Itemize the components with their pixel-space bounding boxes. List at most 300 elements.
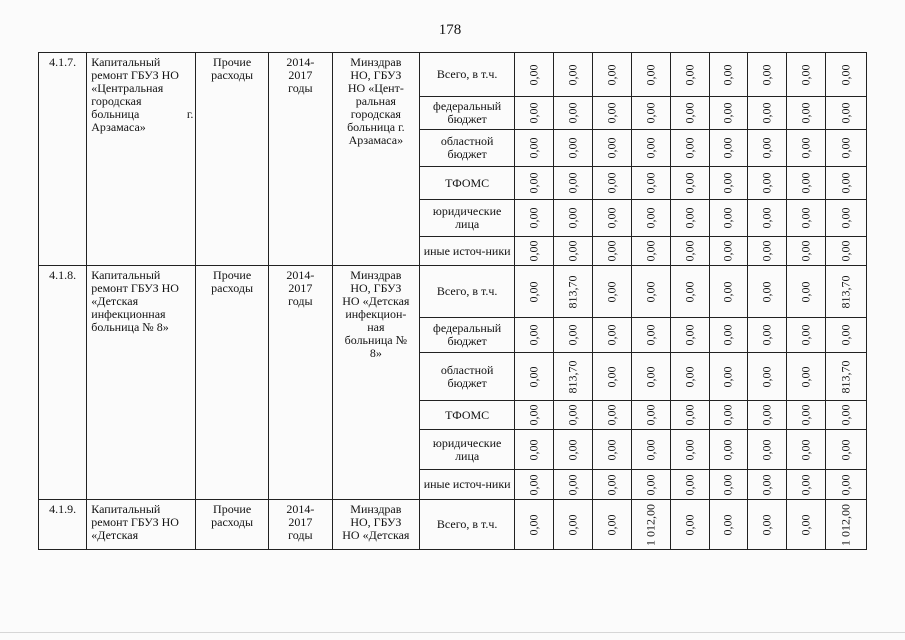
value-cell — [748, 53, 787, 97]
value-cell — [515, 470, 554, 500]
value-cell — [826, 237, 867, 266]
value-cell — [554, 167, 593, 200]
table-row — [39, 500, 867, 550]
value-cell — [515, 200, 554, 237]
value-text: 0,00 — [759, 102, 774, 124]
entry-name — [87, 53, 196, 266]
value-text: 813,70 — [838, 360, 853, 393]
value-text: 0,00 — [759, 207, 774, 229]
value-text: 0,00 — [526, 474, 541, 495]
value-cell — [787, 97, 826, 130]
value-cell — [709, 237, 748, 266]
value-cell — [593, 266, 632, 318]
value-text: 0,00 — [604, 172, 619, 194]
entry-name-line: больница г. — [91, 107, 194, 121]
value-cell — [515, 401, 554, 430]
entry-name-line: ремонт ГБУЗ НО — [91, 515, 179, 529]
value-text: 0,00 — [643, 64, 658, 85]
funding-source: Всего, в т.ч. — [419, 266, 514, 318]
value-cell — [593, 500, 632, 550]
executor-line: Арзамаса» — [348, 133, 404, 147]
value-text: 0,00 — [565, 207, 580, 229]
value-cell — [515, 353, 554, 401]
value-text: 0,00 — [682, 474, 697, 495]
value-cell — [593, 353, 632, 401]
value-text: 0,00 — [526, 240, 541, 262]
value-text: 0,00 — [565, 102, 580, 124]
executor-line: Минздрав — [350, 55, 402, 69]
value-cell — [631, 130, 670, 167]
value-text: 0,00 — [798, 324, 813, 346]
value-text: 0,00 — [682, 281, 697, 302]
value-cell — [631, 430, 670, 470]
value-text: 0,00 — [720, 514, 735, 535]
value-text: 0,00 — [643, 102, 658, 124]
value-text: 0,00 — [526, 207, 541, 229]
value-cell — [554, 97, 593, 130]
value-cell — [593, 167, 632, 200]
entry-name-line: Арзамаса» — [91, 120, 146, 134]
period-line: 2017 — [288, 281, 313, 295]
value-cell — [554, 353, 593, 401]
value-cell — [826, 318, 867, 353]
entry-name-line: «Детская — [91, 294, 139, 308]
executor-line: НО «Детская — [342, 294, 410, 308]
period — [268, 266, 332, 500]
value-cell — [515, 430, 554, 470]
value-cell — [631, 318, 670, 353]
value-cell — [554, 237, 593, 266]
value-text: 0,00 — [565, 64, 580, 85]
value-cell — [593, 53, 632, 97]
entry-number: 4.1.9. — [39, 500, 87, 550]
executor-line: 8» — [369, 346, 382, 360]
value-text: 0,00 — [526, 137, 541, 159]
period — [268, 500, 332, 550]
value-cell — [826, 353, 867, 401]
period-line: 2017 — [288, 68, 313, 82]
value-cell — [787, 167, 826, 200]
value-cell — [593, 318, 632, 353]
value-text: 0,00 — [838, 324, 853, 346]
entry-name-line: «Центральная — [91, 81, 164, 95]
value-cell — [787, 470, 826, 500]
value-text: 0,00 — [720, 102, 735, 124]
value-text: 0,00 — [759, 439, 774, 460]
value-text: 0,00 — [604, 137, 619, 159]
entry-name-line: «Детская — [91, 528, 139, 542]
value-cell — [709, 353, 748, 401]
value-text: 0,00 — [643, 172, 658, 194]
value-text: 0,00 — [682, 172, 697, 194]
value-cell — [709, 266, 748, 318]
expense-type: Прочие расходы — [196, 500, 268, 550]
value-cell — [826, 167, 867, 200]
funding-source: федеральный бюджет — [419, 97, 514, 130]
value-cell — [709, 53, 748, 97]
value-cell — [593, 430, 632, 470]
value-cell — [787, 130, 826, 167]
value-cell — [709, 470, 748, 500]
value-text: 0,00 — [838, 102, 853, 124]
entry-name-line: городская — [91, 94, 142, 108]
value-text: 0,00 — [720, 324, 735, 346]
value-text: 0,00 — [682, 102, 697, 124]
funding-source: федеральный бюджет — [419, 318, 514, 353]
value-text: 0,00 — [604, 240, 619, 262]
period-line: 2014- — [286, 55, 315, 69]
executor-line: НО «Детская — [342, 528, 410, 542]
value-text: 0,00 — [759, 281, 774, 302]
value-text: 0,00 — [526, 439, 541, 460]
value-text: 0,00 — [759, 64, 774, 85]
expense-type: Прочие расходы — [196, 266, 268, 500]
value-cell — [631, 500, 670, 550]
entry-name-line: инфекционная — [91, 307, 166, 321]
value-cell — [826, 53, 867, 97]
value-cell — [593, 97, 632, 130]
value-cell — [554, 318, 593, 353]
value-text: 0,00 — [798, 404, 813, 426]
value-text: 0,00 — [643, 137, 658, 159]
entry-name-line: ремонт ГБУЗ НО — [91, 68, 179, 82]
executor — [332, 266, 419, 500]
value-cell — [554, 53, 593, 97]
value-cell — [787, 318, 826, 353]
value-text: 0,00 — [565, 172, 580, 194]
value-text: 0,00 — [838, 404, 853, 426]
value-cell — [748, 237, 787, 266]
value-text: 0,00 — [759, 172, 774, 194]
value-cell — [826, 401, 867, 430]
value-cell — [748, 353, 787, 401]
period — [268, 53, 332, 266]
period-line: годы — [288, 81, 313, 95]
value-cell — [826, 430, 867, 470]
value-cell — [709, 401, 748, 430]
value-text: 0,00 — [720, 137, 735, 159]
value-cell — [515, 237, 554, 266]
value-cell — [631, 266, 670, 318]
entry-name-line: Капитальный — [91, 502, 161, 516]
value-cell — [787, 266, 826, 318]
value-cell — [826, 266, 867, 318]
value-text: 0,00 — [643, 474, 658, 495]
value-cell — [748, 470, 787, 500]
executor-line: инфекцион- — [345, 307, 407, 321]
value-text: 0,00 — [682, 439, 697, 460]
value-text: 0,00 — [759, 514, 774, 535]
executor-line: НО, ГБУЗ — [350, 281, 402, 295]
funding-source: ТФОМС — [419, 401, 514, 430]
period-line: годы — [288, 528, 313, 542]
value-text: 0,00 — [720, 439, 735, 460]
value-text: 0,00 — [838, 439, 853, 460]
value-text: 0,00 — [526, 102, 541, 124]
value-cell — [670, 130, 709, 167]
value-text: 0,00 — [526, 324, 541, 346]
entry-name — [87, 266, 196, 500]
executor-line: ная — [367, 320, 385, 334]
value-text: 0,00 — [604, 102, 619, 124]
executor-line: Минздрав — [350, 268, 402, 282]
value-text: 0,00 — [604, 366, 619, 387]
value-text: 0,00 — [643, 207, 658, 229]
value-text: 813,70 — [838, 275, 853, 308]
value-cell — [670, 318, 709, 353]
value-text: 0,00 — [565, 474, 580, 495]
value-cell — [670, 353, 709, 401]
value-cell — [787, 237, 826, 266]
funding-source: Всего, в т.ч. — [419, 53, 514, 97]
budget-table — [38, 52, 867, 550]
value-text: 0,00 — [759, 324, 774, 346]
page-number: 178 — [438, 22, 462, 38]
entry-name-line: ремонт ГБУЗ НО — [91, 281, 179, 295]
value-cell — [554, 130, 593, 167]
value-text: 0,00 — [604, 514, 619, 535]
executor-line: городская — [350, 107, 401, 121]
value-text: 0,00 — [798, 102, 813, 124]
value-cell — [709, 167, 748, 200]
value-text: 0,00 — [720, 207, 735, 229]
value-text: 0,00 — [798, 439, 813, 460]
value-text: 0,00 — [604, 324, 619, 346]
executor-line: НО «Цент- — [347, 81, 404, 95]
value-cell — [554, 266, 593, 318]
value-text: 0,00 — [798, 474, 813, 495]
value-cell — [554, 430, 593, 470]
value-cell — [631, 237, 670, 266]
period-line: 2017 — [288, 515, 313, 529]
value-text: 0,00 — [759, 366, 774, 387]
value-cell — [709, 130, 748, 167]
value-cell — [631, 470, 670, 500]
period-line: годы — [288, 294, 313, 308]
value-text: 0,00 — [759, 240, 774, 262]
value-text: 1 012,00 — [838, 503, 853, 546]
value-text: 0,00 — [565, 137, 580, 159]
value-cell — [748, 130, 787, 167]
value-text: 0,00 — [604, 207, 619, 229]
value-cell — [748, 200, 787, 237]
value-cell — [515, 318, 554, 353]
value-text: 0,00 — [798, 64, 813, 85]
value-cell — [787, 401, 826, 430]
value-cell — [593, 200, 632, 237]
entry-name-line: больница № 8» — [91, 320, 169, 334]
value-cell — [748, 97, 787, 130]
value-cell — [748, 500, 787, 550]
value-cell — [748, 318, 787, 353]
value-cell — [554, 500, 593, 550]
value-text: 0,00 — [565, 240, 580, 262]
value-text: 0,00 — [604, 474, 619, 495]
value-text: 0,00 — [682, 64, 697, 85]
table-row — [39, 53, 867, 97]
value-cell — [670, 237, 709, 266]
value-cell — [670, 200, 709, 237]
value-text: 0,00 — [682, 240, 697, 262]
executor-line: больница № — [344, 333, 408, 347]
value-cell — [631, 353, 670, 401]
value-text: 0,00 — [759, 137, 774, 159]
value-text: 0,00 — [682, 207, 697, 229]
value-text: 0,00 — [838, 207, 853, 229]
value-cell — [709, 97, 748, 130]
value-text: 0,00 — [643, 324, 658, 346]
entry-name — [87, 500, 196, 550]
entry-number: 4.1.8. — [39, 266, 87, 500]
value-text: 0,00 — [798, 514, 813, 535]
value-text: 0,00 — [526, 366, 541, 387]
value-text: 0,00 — [682, 137, 697, 159]
value-cell — [748, 167, 787, 200]
funding-source: юридические лица — [419, 200, 514, 237]
value-text: 0,00 — [720, 366, 735, 387]
entry-number: 4.1.7. — [39, 53, 87, 266]
executor — [332, 500, 419, 550]
executor-line: ральная — [355, 94, 396, 108]
value-text: 0,00 — [838, 137, 853, 159]
value-text: 0,00 — [526, 281, 541, 302]
value-cell — [670, 470, 709, 500]
value-text: 0,00 — [720, 281, 735, 302]
value-cell — [593, 470, 632, 500]
value-cell — [670, 53, 709, 97]
value-text: 0,00 — [526, 514, 541, 535]
value-text: 0,00 — [682, 366, 697, 387]
value-cell — [787, 430, 826, 470]
value-cell — [670, 167, 709, 200]
value-text: 813,70 — [565, 360, 580, 393]
value-text: 0,00 — [759, 474, 774, 495]
table-row — [39, 266, 867, 318]
value-cell — [515, 97, 554, 130]
value-cell — [631, 167, 670, 200]
value-cell — [826, 130, 867, 167]
value-cell — [709, 430, 748, 470]
value-cell — [709, 200, 748, 237]
value-text: 0,00 — [682, 514, 697, 535]
value-text: 0,00 — [838, 474, 853, 495]
value-text: 0,00 — [604, 64, 619, 85]
value-text: 813,70 — [565, 275, 580, 308]
value-cell — [787, 500, 826, 550]
value-cell — [787, 53, 826, 97]
funding-source: иные источ-ники — [419, 237, 514, 266]
value-cell — [593, 130, 632, 167]
value-cell — [826, 470, 867, 500]
value-cell — [826, 500, 867, 550]
value-text: 0,00 — [720, 172, 735, 194]
value-text: 0,00 — [682, 324, 697, 346]
funding-source: областной бюджет — [419, 130, 514, 167]
value-cell — [670, 266, 709, 318]
value-cell — [670, 401, 709, 430]
value-text: 0,00 — [526, 64, 541, 85]
period-line: 2014- — [286, 502, 315, 516]
value-text: 0,00 — [526, 172, 541, 194]
value-text: 0,00 — [798, 172, 813, 194]
value-text: 0,00 — [798, 366, 813, 387]
value-cell — [631, 401, 670, 430]
value-text: 0,00 — [682, 404, 697, 426]
value-text: 0,00 — [565, 404, 580, 426]
value-text: 0,00 — [798, 281, 813, 302]
value-text: 0,00 — [838, 64, 853, 85]
executor-line: больница г. — [347, 120, 405, 134]
value-cell — [748, 430, 787, 470]
value-cell — [593, 401, 632, 430]
funding-source: Всего, в т.ч. — [419, 500, 514, 550]
value-text: 0,00 — [565, 514, 580, 535]
value-cell — [515, 500, 554, 550]
value-text: 0,00 — [643, 404, 658, 426]
value-text: 0,00 — [838, 240, 853, 262]
value-text: 0,00 — [759, 404, 774, 426]
value-cell — [631, 200, 670, 237]
value-text: 0,00 — [526, 404, 541, 426]
value-text: 0,00 — [604, 404, 619, 426]
value-cell — [593, 237, 632, 266]
period-line: 2014- — [286, 268, 315, 282]
value-cell — [515, 167, 554, 200]
value-cell — [748, 401, 787, 430]
value-text: 0,00 — [798, 207, 813, 229]
value-text: 0,00 — [565, 324, 580, 346]
value-cell — [787, 200, 826, 237]
executor — [332, 53, 419, 266]
value-text: 0,00 — [604, 281, 619, 302]
value-cell — [554, 470, 593, 500]
value-cell — [515, 53, 554, 97]
entry-name-line: Капитальный — [91, 55, 161, 69]
value-text: 0,00 — [798, 137, 813, 159]
value-cell — [709, 318, 748, 353]
value-cell — [554, 200, 593, 237]
value-cell — [515, 130, 554, 167]
value-text: 1 012,00 — [643, 503, 658, 546]
executor-line: НО, ГБУЗ — [350, 68, 402, 82]
value-cell — [515, 266, 554, 318]
value-cell — [826, 97, 867, 130]
value-cell — [670, 97, 709, 130]
value-text: 0,00 — [720, 64, 735, 85]
value-text: 0,00 — [643, 281, 658, 302]
value-cell — [709, 500, 748, 550]
value-cell — [670, 500, 709, 550]
funding-source: иные источ-ники — [419, 470, 514, 500]
value-text: 0,00 — [720, 474, 735, 495]
value-text: 0,00 — [565, 439, 580, 460]
executor-line: НО, ГБУЗ — [350, 515, 402, 529]
value-cell — [748, 266, 787, 318]
value-cell — [631, 97, 670, 130]
funding-source: ТФОМС — [419, 167, 514, 200]
executor-line: Минздрав — [350, 502, 402, 516]
value-text: 0,00 — [643, 439, 658, 460]
value-cell — [826, 200, 867, 237]
expense-type: Прочие расходы — [196, 53, 268, 266]
page-edge-line — [0, 632, 905, 633]
value-text: 0,00 — [720, 240, 735, 262]
value-text: 0,00 — [798, 240, 813, 262]
funding-source: областной бюджет — [419, 353, 514, 401]
value-cell — [670, 430, 709, 470]
value-text: 0,00 — [643, 240, 658, 262]
entry-name-line: Капитальный — [91, 268, 161, 282]
